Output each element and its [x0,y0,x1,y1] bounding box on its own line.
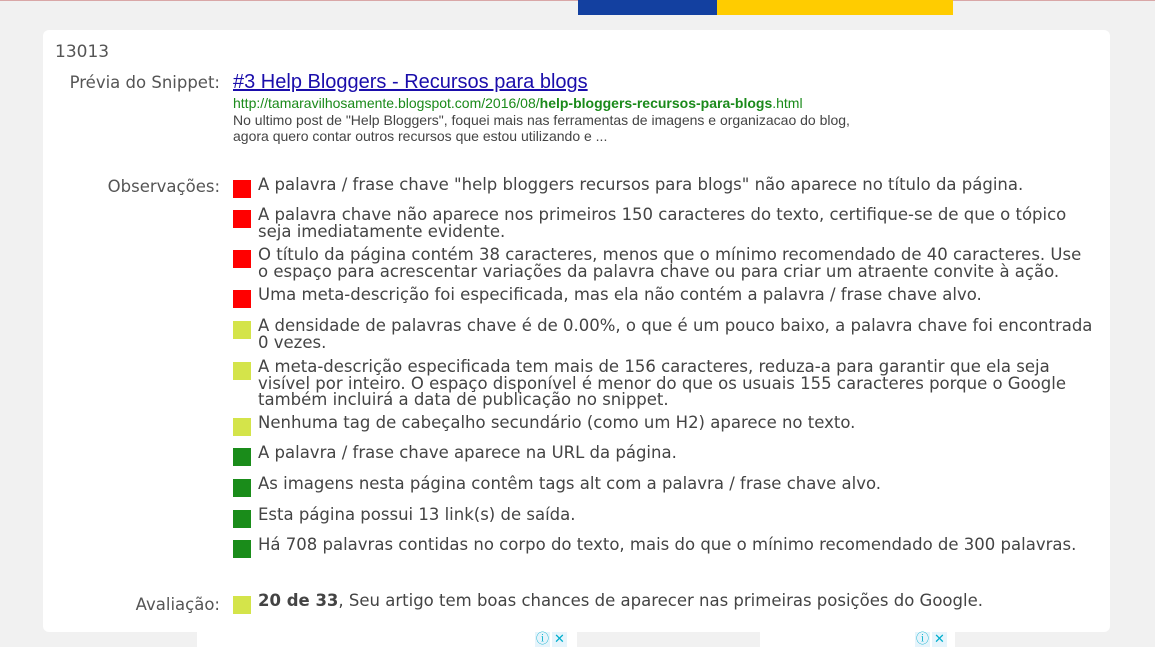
ad-close-icon[interactable]: ✕ [552,632,567,647]
ad-close-icon[interactable]: ✕ [932,632,947,647]
status-green-indicator [233,540,251,558]
status-red-indicator [233,250,251,268]
ad-info-icon[interactable]: ⓘ [535,632,549,647]
observations-label: Observações: [107,177,220,196]
observation-item: A meta-descrição especificada tem mais de 156 caracteres, reduza-a para garantir que ela seja visível por inteiro. O espaço disponível é menor do que os usuais 155 caracteres porque o Google também incluirá a data de publicação no snippet. [233,359,1093,409]
status-green-indicator [233,479,251,497]
ad-controls-left [535,632,567,647]
seo-report-card [43,30,1110,632]
observation-item: A palavra / frase chave "help bloggers recursos para blogs" não aparece no título da página. [233,177,1093,194]
snippet-label: Prévia do Snippet: [69,73,220,92]
banner-blue-segment [578,0,717,15]
status-red-indicator [233,290,251,308]
observation-item: Uma meta-descrição foi especificada, mas ela não contém a palavra / frase chave alvo. [233,287,1093,304]
observation-item: Nenhuma tag de cabeçalho secundário (como um H2) aparece no texto. [233,415,1093,432]
ad-slot-left [197,632,577,647]
snippet-url [233,95,1093,112]
snippet-url-suffix: .html [772,95,803,111]
status-yellow-indicator [233,596,251,614]
status-green-indicator [233,448,251,466]
snippet-url-prefix: http://tamaravilhosamente.blogspot.com/2016/08/ [233,95,540,111]
snippet-description: No ultimo post de "Help Bloggers", foquei mais nas ferramentas de imagens e organizacao do blog, agora quero contar outros recursos que estou utilizando e ... [233,112,850,144]
status-yellow-indicator [233,418,251,436]
ad-info-icon[interactable]: ⓘ [915,632,929,647]
snippet-preview [233,70,1093,144]
observation-item: A palavra / frase chave aparece na URL da página. [233,445,1093,462]
observation-item: As imagens nesta página contêm tags alt com a palavra / frase chave alvo. [233,476,1093,493]
status-green-indicator [233,510,251,528]
rating-score: 20 de 33 [258,591,339,610]
post-id: 13013 [55,42,110,62]
status-yellow-indicator [233,321,251,339]
status-red-indicator [233,180,251,198]
ad-controls-right [915,632,947,647]
observation-item: Há 708 palavras contidas no corpo do texto, mais do que o mínimo recomendado de 300 palavras. [233,537,1093,554]
status-red-indicator [233,210,251,228]
banner-yellow-segment [717,0,953,15]
observation-item: O título da página contém 38 caracteres, menos que o mínimo recomendado de 40 caracteres. Use o espaço para acrescentar variações da palavra chave ou para criar um atraente convite à ação. [233,247,1093,280]
snippet-title-link[interactable]: #3 Help Bloggers - Recursos para blogs [233,71,588,93]
rating-label: Avaliação: [135,595,220,614]
rating-text: , Seu artigo tem boas chances de aparecer nas primeiras posições do Google. [338,591,983,610]
snippet-url-slug: help-bloggers-recursos-para-blogs [539,95,773,111]
rating-item [233,593,1093,610]
observation-item: Esta página possui 13 link(s) de saída. [233,507,1093,524]
observation-item: A densidade de palavras chave é de 0.00%, o que é um pouco baixo, a palavra chave foi encontrada 0 vezes. [233,318,1093,351]
observation-item: A palavra chave não aparece nos primeiros 150 caracteres do texto, certifique-se de que o tópico seja imediatamente evidente. [233,207,1093,240]
status-yellow-indicator [233,362,251,380]
